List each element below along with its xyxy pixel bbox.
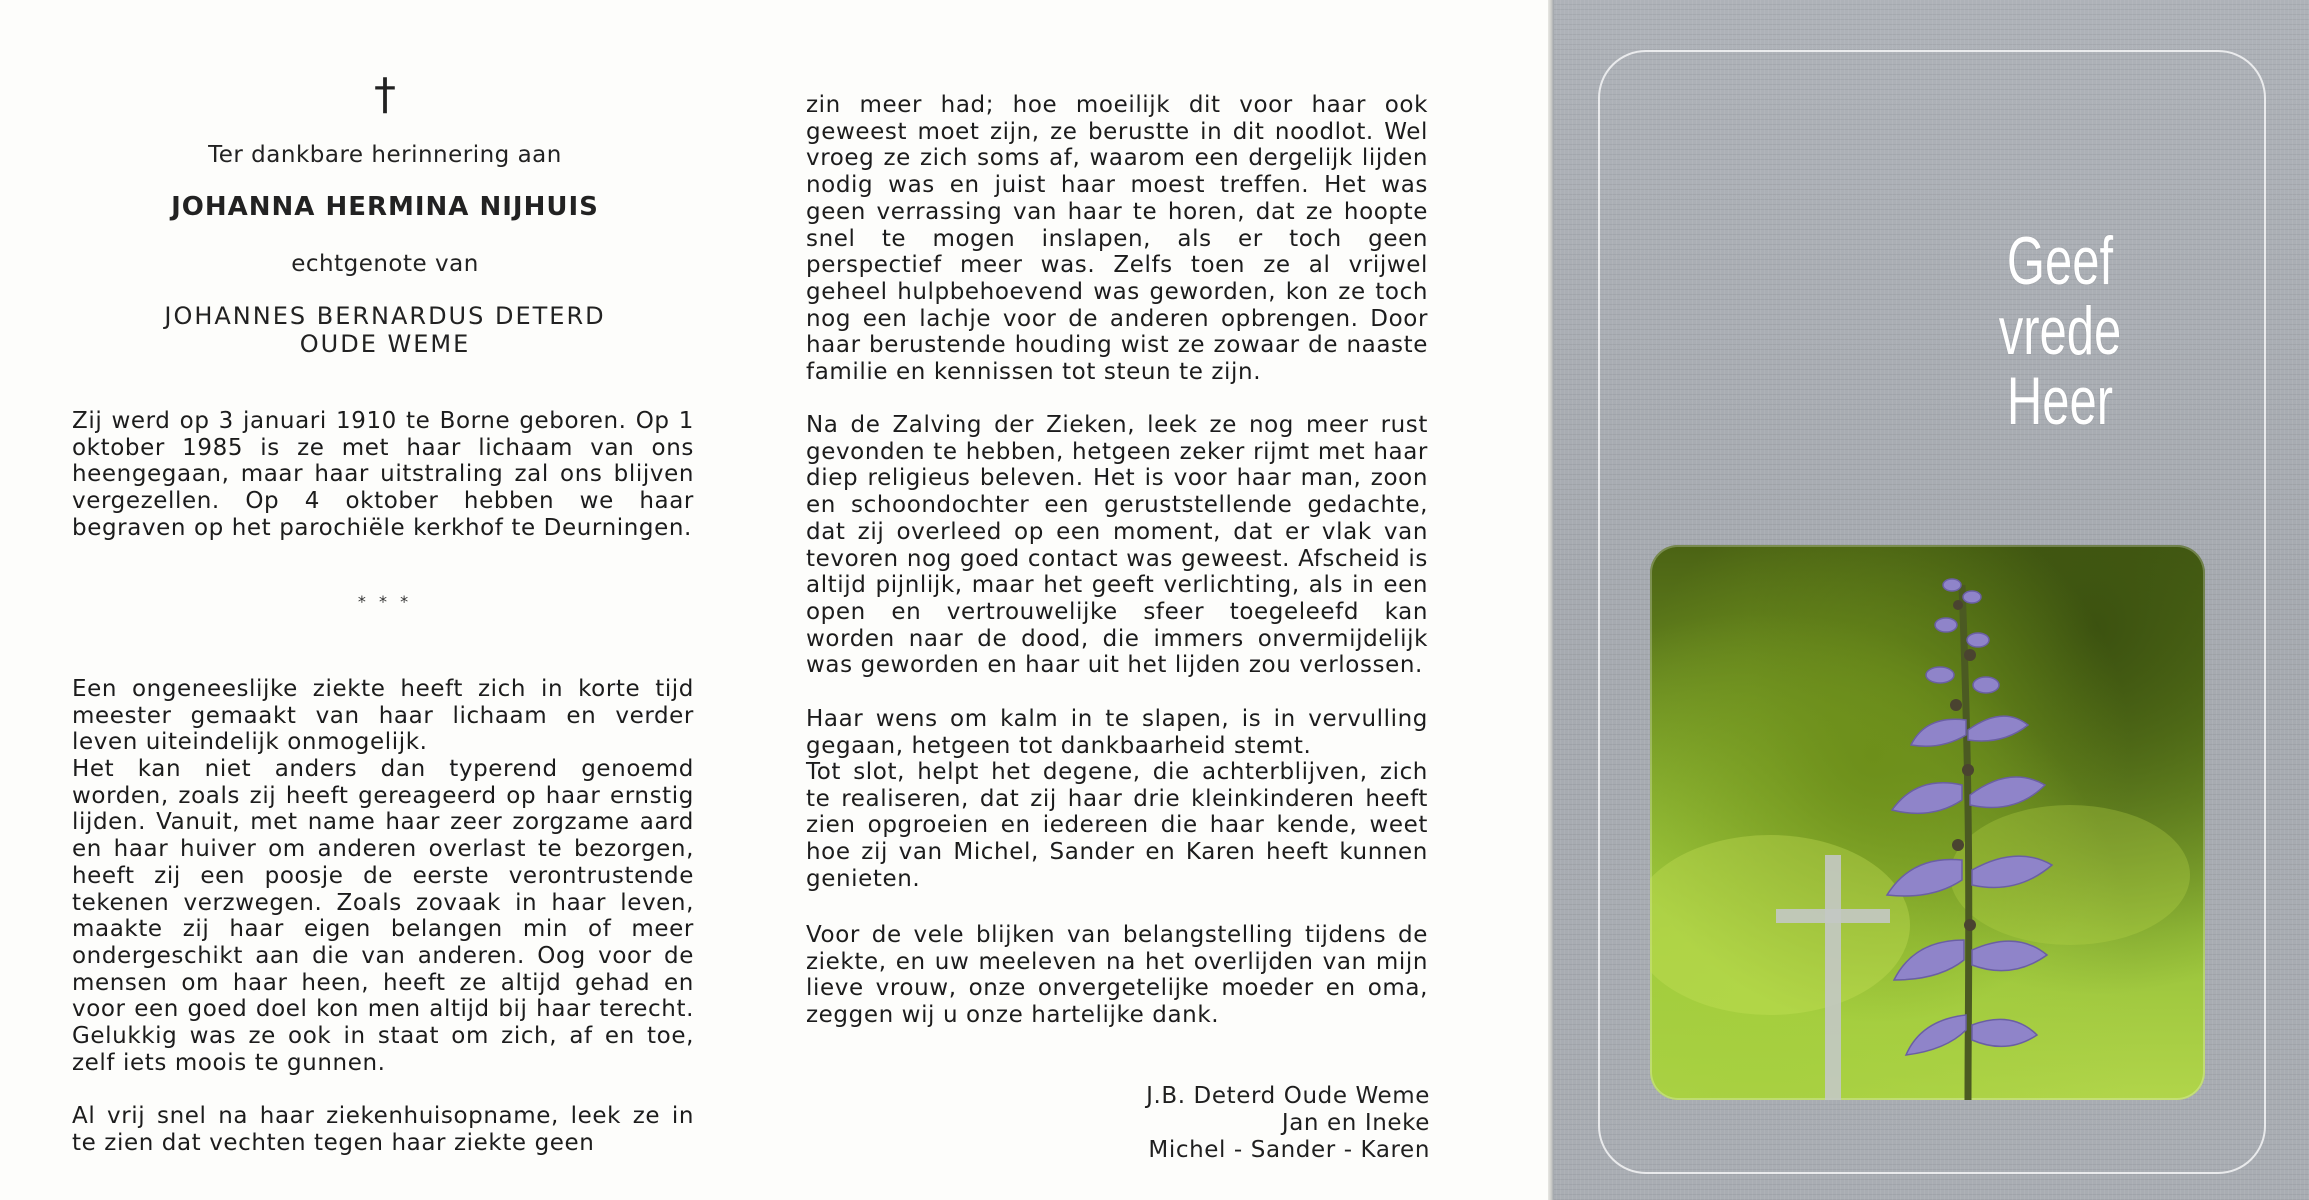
middle-paragraph-3: Haar wens om kalm in te slapen, is in vervulling gegaan, hetgeen tot dankbaarheid stemt.	[806, 706, 1428, 759]
signature-line-2: Jan en Ineke	[1281, 1110, 1430, 1136]
flower-illustration	[1650, 545, 2205, 1100]
thanks-paragraph: Voor de vele blijken van belangstelling tijdens de ziekte, en uw meeleven na het overlijden van mijn lieve vrouw, onze onvergetelijke moeder en oma, zeggen wij u onze hartelijke dank.	[806, 922, 1428, 1029]
card-fold	[1548, 0, 1554, 1200]
cover-title-line-1: Geef	[2006, 223, 2114, 299]
intro-line: Ter dankbare herinnering aan	[208, 142, 562, 168]
cover-title	[1988, 223, 2132, 439]
separator-stars: * * *	[357, 592, 413, 611]
flower-photo	[1650, 545, 2205, 1100]
signature-line-3: Michel - Sander - Karen	[1148, 1137, 1430, 1163]
middle-paragraph-1: zin meer had; hoe moeilijk dit voor haar ook geweest moet zijn, ze berustte in dit noodlot. Wel vroeg ze zich soms af, waarom een dergelijk lijden nodig was en juist haar moest treffen. Het was geen verrassing van haar te horen, dat ze hoopte snel te mogen inslapen, als er toch geen perspectief meer was. Zelfs toen ze al vrijwel geheel hulpbehoevend was geworden, kon ze toch nog een lachje voor de anderen opbrengen. Door haar berustende houding wist ze zowaar de naaste familie en kennissen tot steun te zijn.	[806, 92, 1428, 386]
spouse-name-line1: JOHANNES BERNARDUS DETERD	[164, 302, 606, 330]
biography-paragraph: Zij werd op 3 januari 1910 te Borne geboren. Op 1 oktober 1985 is ze met haar lichaam van ons heengegaan, maar haar uitstraling zal ons blijven vergezellen. Op 4 oktober hebben we haar begraven op het parochiële kerkhof te Deurningen.	[72, 408, 694, 541]
relation-line: echtgenote van	[291, 251, 479, 277]
signature-line-1: J.B. Deterd Oude Weme	[1146, 1083, 1430, 1109]
cross-symbol: †	[374, 69, 396, 120]
story-paragraph-2: Het kan niet anders dan typerend genoemd worden, zoals zij heeft gereageerd op haar ernstig lijden. Vanuit, met name haar zeer zorgzame aard en haar huiver om anderen overlast te bezorgen, heeft zij een poosje de eerste verontrustende tekenen verzwegen. Zoals zovaak in haar leven, maakte zij haar eigen belangen min of meer ondergeschikt aan die van anderen. Oog voor de mensen om haar heen, heeft ze altijd gehad en voor een goed doel kon men altijd bij haar terecht. Gelukkig was ze ook in staat om zich, af en toe, zelf iets moois te gunnen.	[72, 756, 694, 1076]
deceased-name: JOHANNA HERMINA NIJHUIS	[171, 192, 599, 222]
spouse-name-line2: OUDE WEME	[299, 330, 471, 358]
left-page	[0, 0, 760, 1200]
cover-title-line-2: vrede	[1998, 293, 2122, 369]
story-paragraph-3: Al vrij snel na haar ziekenhuisopname, leek ze in te zien dat vechten tegen haar ziekte geen	[72, 1103, 694, 1156]
cover-title-line-3: Heer	[2006, 363, 2114, 439]
signature-block	[960, 1083, 1430, 1164]
middle-paragraph-4: Tot slot, helpt het degene, die achterblijven, zich te realiseren, dat zij haar drie kleinkinderen heeft zien opgroeien en iedereen die haar kende, weet hoe zij van Michel, Sander en Karen heeft kunnen genieten.	[806, 759, 1428, 892]
middle-paragraph-2: Na de Zalving der Zieken, leek ze nog meer rust gevonden te hebben, hetgeen zeker rijmt met haar diep religieus beleven. Het is voor haar man, zoon en schoondochter een geruststellende gedachte, dat zij overleed op een moment, dat er vlak van tevoren nog goed contact was geweest. Afscheid is altijd pijnlijk, maar het geeft verlichting, als in een open en vertrouwelijke sfeer toegeleefd kan worden naar de dood, die immers onvermijdelijk was geworden en haar uit het lijden zou verlossen.	[806, 412, 1428, 679]
story-paragraph-1: Een ongeneeslijke ziekte heeft zich in korte tijd meester gemaakt van haar lichaam en verder leven uiteindelijk onmogelijk.	[72, 676, 694, 756]
